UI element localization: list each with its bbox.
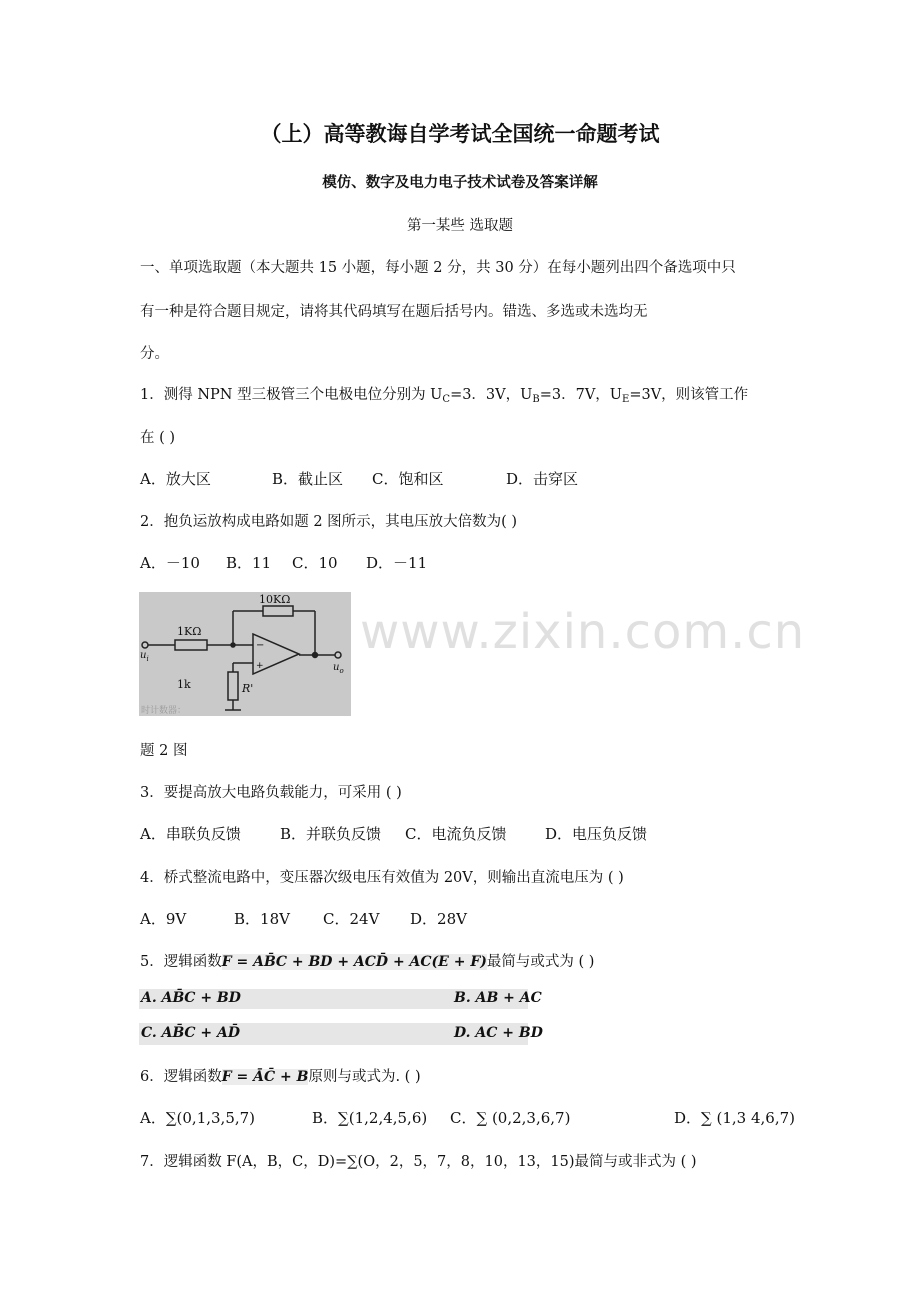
option-d: D．28V: [410, 910, 467, 928]
option-d: D．∑ (1,3 4,6,7): [674, 1109, 795, 1127]
question-3-options: [140, 823, 840, 843]
option-a: A．放大区: [140, 470, 211, 488]
instructions-line-3: 分。: [140, 346, 169, 362]
option-b: B．∑(1,2,4,5,6): [312, 1109, 428, 1127]
option-d: D．电压负反馈: [545, 825, 648, 843]
op-amp-circuit-figure: [139, 592, 351, 716]
instructions-line-1: 一、单项选取题（本大题共 15 小题，每小题 2 分，共 30 分）在每小题列出四个备选项中只: [140, 260, 736, 276]
ground-resistor: [228, 672, 238, 700]
question-4-text: 4．桥式整流电路中，变压器次级电压有效值为 20V，则输出直流电压为 ( ): [140, 870, 624, 886]
output-terminal: [335, 652, 341, 658]
input-resistor: [175, 640, 207, 650]
option-a: A．9V: [140, 910, 187, 928]
question-5-text: 5．逻辑函数F = AB̄C + BD + ACD̄ + AC(E + F)最简与或式为 ( ): [140, 954, 595, 970]
option-b: B. AB + AC: [454, 990, 542, 1006]
inverting-sign: −: [256, 640, 265, 651]
option-d: D. AC + BD: [454, 1025, 543, 1041]
non-inverting-sign: +: [256, 661, 264, 671]
question-3-text: 3．要提高放大电路负载能力，可采用 ( ): [140, 785, 402, 801]
option-d: D．－11: [366, 554, 428, 572]
option-c: C．饱和区: [372, 470, 444, 488]
question-1-text: 1．测得 NPN 型三极管三个电极电位分别为 $U_C=3$．3V，$U_B=3$．7V，$U_E=3V$，则该管工作: [140, 387, 749, 405]
figure-caption: 题 2 图: [140, 743, 188, 759]
question-1-answer-blank: 在 ( ): [140, 430, 176, 446]
ground-resistor-label: 1k: [177, 678, 191, 691]
page-subtitle: 模仿、数字及电力电子技术试卷及答案详解: [322, 174, 598, 191]
question-4-options: [140, 908, 840, 928]
question-2-options: [140, 552, 840, 572]
option-b: B．18V: [234, 910, 290, 928]
input-terminal: [142, 642, 148, 648]
op-amp-circuit-diagram: [139, 592, 351, 716]
question-6-options: [140, 1107, 800, 1127]
question-5-options-row-1: [139, 989, 542, 1009]
option-a: A. AB̄C + BD: [141, 990, 241, 1006]
option-c: C．∑ (0,2,3,6,7): [450, 1109, 571, 1127]
r-prime-label: R': [242, 682, 254, 695]
option-b: B．并联负反馈: [280, 825, 382, 843]
option-d: D．击穿区: [506, 470, 579, 488]
instructions-line-2: 有一种是符合题目规定，请将其代码填写在题后括号内。错选、多选或未选均无: [140, 304, 648, 320]
output-voltage-label: $u_o$: [333, 662, 344, 675]
question-6-text: 6．逻辑函数F = ĀC̄ + B原则与或式为. ( ): [140, 1069, 421, 1085]
output-node: [313, 653, 318, 658]
option-c: C．电流负反馈: [405, 825, 507, 843]
option-a: A．串联负反馈: [140, 825, 241, 843]
feedback-resistor: [263, 606, 293, 616]
watermark: www.zixin.com.cn: [360, 604, 806, 660]
feedback-resistor-label: 10KΩ: [259, 593, 291, 606]
page-title: （上）高等教诲自学考试全国统一命题考试: [260, 121, 660, 146]
option-b: B．截止区: [272, 470, 344, 488]
option-a: A．－10: [140, 554, 200, 572]
faint-scan-text: 时计数器：: [141, 706, 187, 716]
option-c: C. AB̄C + AD̄: [141, 1025, 240, 1041]
question-6-formula: F = ĀC̄ + B: [221, 1069, 309, 1085]
option-c: C．24V: [323, 910, 380, 928]
question-2-text: 2．抱负运放构成电路如题 2 图所示，其电压放大倍数为( ): [140, 514, 518, 530]
question-5-options-row-2: [139, 1023, 543, 1045]
option-b: B．11: [226, 554, 272, 572]
input-resistor-label: 1KΩ: [177, 625, 202, 638]
option-a: A．∑(0,1,3,5,7): [140, 1109, 256, 1127]
question-5-formula: F = AB̄C + BD + ACD̄ + AC(E + F): [221, 954, 487, 970]
section-heading: 第一某些 选取题: [406, 218, 514, 234]
question-1-options: [140, 468, 840, 488]
question-7-text: 7．逻辑函数 F(A，B，C，D)=∑(O，2，5，7，8，10，13，15)最简与或非式为 ( ): [140, 1154, 697, 1170]
input-voltage-label: $u_i$: [140, 650, 149, 663]
option-c: C．10: [292, 554, 338, 572]
